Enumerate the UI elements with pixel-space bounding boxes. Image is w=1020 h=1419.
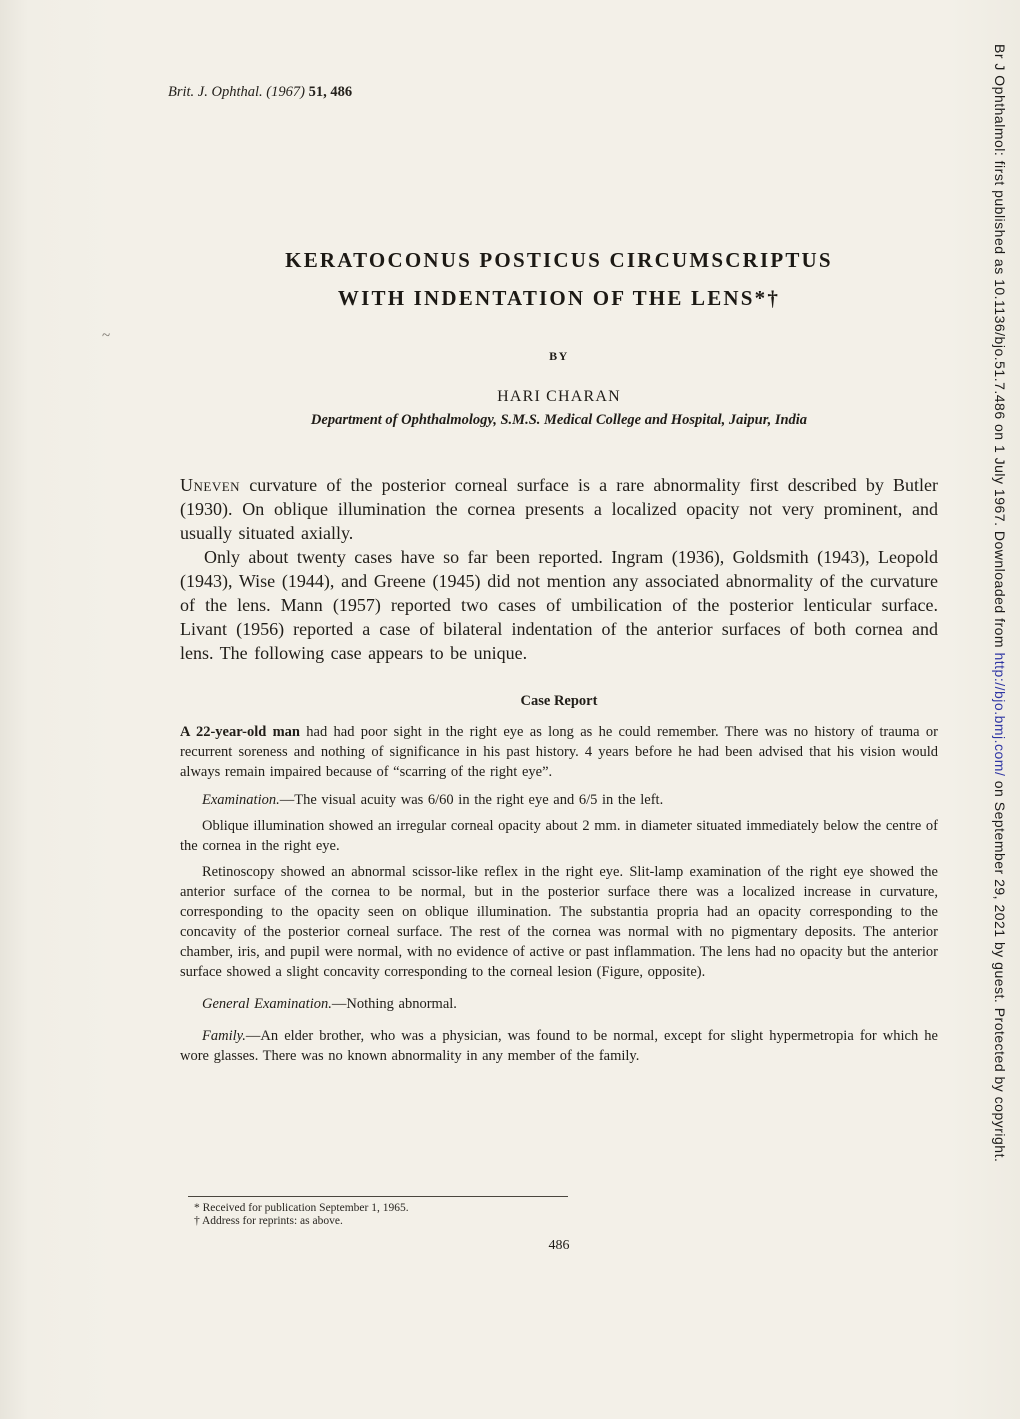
journal-citation <box>168 0 938 101</box>
footnotes <box>180 1196 938 1228</box>
paragraph-text: —An elder brother, who was a physician, was found to be normal, except for slight hypermetropia for which he wore glasses. There was no known abnormality in any member of the family. <box>180 1028 938 1064</box>
paragraph-text: —The visual acuity was 6/60 in the right eye and 6/5 in the left. <box>279 792 664 808</box>
paragraph-text: curvature of the posterior corneal surface is a rare abnormality first described by Butler (1930). On oblique illumination the cornea presents a localized opacity not very prominent, and usually situated axially. <box>180 475 938 543</box>
journal-name: Brit. J. Ophthal. (1967) <box>168 84 309 100</box>
case-paragraph-history <box>180 722 938 782</box>
footnote-reprints: † Address for reprints: as above. <box>194 1215 343 1227</box>
stamp-text-before: Br J Ophthalmol: first published as 10.1136/bjo.51.7.486 on 1 July 1967. Downloaded from <box>992 44 1008 653</box>
intro-paragraph-1 <box>180 473 938 545</box>
case-paragraph-examination <box>180 790 938 810</box>
paragraph-text: had had poor sight in the right eye as long as he could remember. There was no history of trauma or recurrent soreness and nothing of significance in his past history. 4 years before he had been advised that his vision would always remain impaired because of “scarring of the right eye”. <box>180 724 938 780</box>
title-line-1: KERATOCONUS POSTICUS CIRCUMSCRIPTUS <box>285 248 833 272</box>
case-paragraph-oblique-illumination: Oblique illumination showed an irregular corneal opacity about 2 mm. in diameter situated immediately below the centre of the cornea in the right eye. <box>180 818 938 854</box>
paragraph-lead: Examination. <box>202 792 280 808</box>
page-number: 486 <box>548 1238 570 1253</box>
title-line-2: WITH INDENTATION OF THE LENS*† <box>337 286 781 310</box>
article-content <box>168 0 938 1066</box>
author-affiliation: Department of Ophthalmology, S.M.S. Medical College and Hospital, Jaipur, India <box>310 412 808 428</box>
paragraph-lead: A 22-year-old man <box>180 724 300 740</box>
author-name: HARI CHARAN <box>497 388 621 405</box>
copyright-stamp <box>992 44 1008 1384</box>
introduction-section <box>180 473 938 665</box>
paragraph-text: —Nothing abnormal. <box>331 996 457 1012</box>
paragraph-lead: General Examination. <box>202 996 332 1012</box>
case-paragraph-general-examination <box>180 994 938 1014</box>
case-paragraph-family <box>180 1026 938 1066</box>
intro-paragraph-2: Only about twenty cases have so far been reported. Ingram (1936), Goldsmith (1943), Leopold (1943), Wise (1944), and Greene (1945) did not mention any associated abnormality of the curvature of the lens. Mann (1957) reported two cases of umbilication of the posterior lenticular surface. Livant (1956) reported a case of bilateral indentation of the anterior surfaces of both cornea and lens. The following case appears to be unique. <box>180 547 938 663</box>
volume-page: 51, 486 <box>308 84 353 100</box>
footnote-received: * Received for publication September 1, 1965. <box>194 1202 409 1214</box>
scan-artifact: ~ <box>102 328 111 344</box>
paragraph-lead: Uneven <box>180 475 241 495</box>
byline: BY <box>549 349 569 363</box>
footnote-divider <box>188 1196 568 1197</box>
case-paragraph-retinoscopy: Retinoscopy showed an abnormal scissor-like reflex in the right eye. Slit-lamp examination of the right eye showed the anterior surface of the cornea to be normal, but in the posterior surface there was a localized increase in curvature, corresponding to the opacity seen on oblique illumination. The substantia propria had an opacity corresponding to the concavity of the posterior corneal surface. The rest of the cornea was normal with no pigmentary deposits. The anterior chamber, iris, and pupil were normal, with no evidence of active or past inflammation. The lens had no opacity but the anterior surface showed a slight concavity corresponding to the corneal lesion (Figure, opposite). <box>180 864 938 980</box>
paragraph-lead: Family. <box>202 1028 246 1044</box>
bmj-url-link[interactable]: http://bjo.bmj.com/ <box>992 652 1008 777</box>
article-title <box>180 241 938 317</box>
stamp-text-after: on September 29, 2021 by guest. Protected by copyright. <box>992 776 1008 1163</box>
case-report-heading: Case Report <box>520 693 598 709</box>
